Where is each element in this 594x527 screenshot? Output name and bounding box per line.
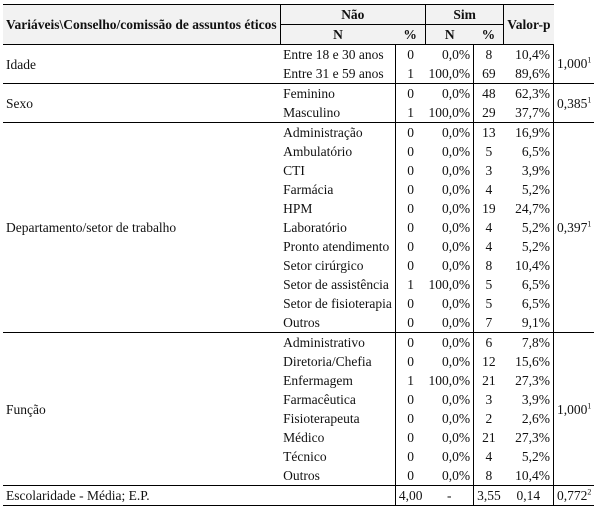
summary-sim-se: 0,14 xyxy=(504,486,554,506)
sim-n-value: 48 xyxy=(474,84,504,104)
sim-pct-value: 5,2% xyxy=(521,239,550,254)
category-label: Setor cirúrgico xyxy=(283,258,364,273)
sim-n-value: 6 xyxy=(474,333,504,353)
category-label: Administração xyxy=(283,125,363,140)
sim-n-value: 4 xyxy=(474,237,504,256)
pvalue-column-header: Valor-p xyxy=(504,5,554,45)
nao-pct-value: 0,0% xyxy=(441,182,471,197)
nao-n-value: 0 xyxy=(395,45,425,65)
sim-n-value: 7 xyxy=(474,313,504,333)
sim-n-value: 4 xyxy=(474,447,504,466)
table-row xyxy=(3,84,594,104)
sim-pct-value: 7,8% xyxy=(521,335,550,350)
pvalue-cell xyxy=(554,123,594,333)
sim-n-value: 69 xyxy=(474,64,504,84)
sim-pct-value: 16,9% xyxy=(515,125,550,140)
sim-pct-value: 3,9% xyxy=(521,163,550,178)
category-label: Setor de fisioterapia xyxy=(283,296,392,311)
nao-pct-value: 100,0% xyxy=(425,103,473,123)
nao-pct-value: 0,0% xyxy=(441,392,471,407)
sim-pct-value: 2,6% xyxy=(521,411,550,426)
sim-n-value: 8 xyxy=(474,45,504,65)
pvalue-footnote-mark: 1 xyxy=(587,95,592,104)
sim-n-value: 4 xyxy=(474,218,504,237)
nao-pct-value: 0,0% xyxy=(441,296,471,311)
nao-n-value: 0 xyxy=(395,142,425,161)
category-label: Entre 18 e 30 anos xyxy=(283,47,384,62)
nao-n-value: 0 xyxy=(395,294,425,313)
category-label: Enfermagem xyxy=(283,373,353,388)
nao-n-value: 0 xyxy=(395,428,425,447)
nao-n-value: 1 xyxy=(395,103,425,123)
nao-n-value: 0 xyxy=(395,84,425,104)
summary-pvalue: 0,772 xyxy=(557,488,588,503)
sim-n-value: 21 xyxy=(474,428,504,447)
nao-pct-value: 0,0% xyxy=(441,125,471,140)
category-label: Masculino xyxy=(280,103,395,123)
category-label: Outros xyxy=(280,313,395,333)
nao-pct-value: 0,0% xyxy=(425,313,473,333)
sim-pct-value: 10,4% xyxy=(515,258,550,273)
sim-n-value: 13 xyxy=(474,123,504,143)
summary-nao-se: - xyxy=(425,486,473,506)
pvalue-cell xyxy=(554,333,594,486)
sim-pct-value: 6,5% xyxy=(521,144,550,159)
table-row xyxy=(3,123,594,143)
nao-n-value: 0 xyxy=(395,161,425,180)
sim-pct-value: 24,7% xyxy=(515,201,550,216)
nao-n-value: 1 xyxy=(395,275,425,294)
nao-n-value: 0 xyxy=(395,390,425,409)
sim-pct-value: 3,9% xyxy=(521,392,550,407)
nao-pct-value: 0,0% xyxy=(441,144,471,159)
category-label: Setor de assistência xyxy=(283,277,389,292)
variable-column-header: Variáveis\Conselho/comissão de assuntos éticos xyxy=(3,5,280,45)
nao-pct-value: 0,0% xyxy=(425,466,473,486)
sim-n-value: 4 xyxy=(474,180,504,199)
nao-n-value: 0 xyxy=(395,256,425,275)
pvalue-value: 1,000 xyxy=(557,401,588,417)
category-label: HPM xyxy=(283,201,313,216)
sim-n-value: 3 xyxy=(474,390,504,409)
category-label: Médico xyxy=(283,430,325,445)
nao-n-header: N xyxy=(280,25,395,45)
summary-sim-mean: 3,55 xyxy=(474,486,504,506)
sim-pct-value: 9,1% xyxy=(504,313,554,333)
category-label: CTI xyxy=(283,163,305,178)
group-label: Função xyxy=(3,333,280,486)
sim-n-value: 12 xyxy=(474,352,504,371)
nao-pct-value: 0,0% xyxy=(441,449,471,464)
summary-label: Escolaridade - Média; E.P. xyxy=(3,486,395,506)
category-label: Fisioterapeuta xyxy=(283,411,360,426)
sim-n-value: 3 xyxy=(474,161,504,180)
summary-pvalue-footnote-mark: 2 xyxy=(587,487,592,497)
sim-n-header: N xyxy=(425,25,473,45)
nao-pct-value: 100,0% xyxy=(425,64,473,84)
nao-pct-value: 0,0% xyxy=(441,411,471,426)
sim-n-value: 5 xyxy=(474,142,504,161)
sim-n-value: 5 xyxy=(474,275,504,294)
table-row xyxy=(3,333,594,353)
sim-n-value: 19 xyxy=(474,199,504,218)
nao-n-value: 0 xyxy=(395,237,425,256)
category-label: Pronto atendimento xyxy=(283,239,390,254)
sim-pct-value: 15,6% xyxy=(515,354,550,369)
table-body xyxy=(3,45,594,506)
category-label: Entre 31 e 59 anos xyxy=(280,64,395,84)
sim-pct-value: 6,5% xyxy=(521,277,550,292)
sim-pct-value: 10,4% xyxy=(515,47,550,62)
nao-pct-value: 100,0% xyxy=(428,277,471,292)
pvalue-value: 0,385 xyxy=(557,95,588,111)
sim-pct-value: 27,3% xyxy=(515,373,550,388)
category-label: Diretoria/Chefia xyxy=(283,354,372,369)
sim-column-header: Sim xyxy=(425,5,503,25)
nao-n-value: 0 xyxy=(395,352,425,371)
pvalue-value: 1,000 xyxy=(557,56,588,72)
sim-pct-value: 5,2% xyxy=(521,220,550,235)
category-label: Outros xyxy=(280,466,395,486)
nao-column-header: Não xyxy=(280,5,425,25)
sim-n-value: 29 xyxy=(474,103,504,123)
sim-n-value: 8 xyxy=(474,256,504,275)
group-label: Idade xyxy=(3,45,280,84)
sim-pct-value: 10,4% xyxy=(504,466,554,486)
nao-n-value: 0 xyxy=(395,409,425,428)
pvalue-cell xyxy=(554,45,594,84)
summary-nao-mean: 4,00 xyxy=(395,486,425,506)
sim-n-value: 21 xyxy=(474,371,504,390)
nao-n-value: 0 xyxy=(395,313,425,333)
category-label: Administrativo xyxy=(283,335,365,350)
nao-n-value: 0 xyxy=(395,333,425,353)
sim-n-value: 2 xyxy=(474,409,504,428)
nao-pct-value: 0,0% xyxy=(441,86,471,101)
pvalue-footnote-mark: 1 xyxy=(587,219,592,229)
nao-n-value: 0 xyxy=(395,447,425,466)
category-label: Farmacêutica xyxy=(283,392,356,407)
category-label: Farmácia xyxy=(283,182,334,197)
category-label: Feminino xyxy=(283,86,335,101)
summary-pvalue-cell xyxy=(554,486,594,506)
sim-pct-value: 37,7% xyxy=(504,103,554,123)
category-label: Laboratório xyxy=(283,220,347,235)
sim-pct-value: 27,3% xyxy=(515,430,550,445)
pvalue-footnote-mark: 1 xyxy=(587,55,592,65)
sim-pct-value: 62,3% xyxy=(515,86,550,101)
nao-pct-value: 0,0% xyxy=(441,354,471,369)
group-label: Sexo xyxy=(3,84,280,123)
nao-pct-value: 0,0% xyxy=(441,220,471,235)
nao-pct-value: 100,0% xyxy=(428,373,471,388)
nao-n-value: 0 xyxy=(395,199,425,218)
nao-n-value: 0 xyxy=(395,123,425,143)
pvalue-value: 0,397 xyxy=(557,220,588,235)
pvalue-cell xyxy=(554,84,594,123)
category-label: Ambulatório xyxy=(283,144,353,159)
header-row-1 xyxy=(3,5,594,25)
sim-n-value: 8 xyxy=(474,466,504,486)
sim-pct-header: % xyxy=(474,25,504,45)
summary-row xyxy=(3,486,594,506)
nao-n-value: 0 xyxy=(395,180,425,199)
results-table xyxy=(3,4,594,506)
nao-pct-value: 0,0% xyxy=(441,258,471,273)
nao-n-value: 1 xyxy=(395,371,425,390)
nao-n-value: 1 xyxy=(395,64,425,84)
nao-pct-value: 0,0% xyxy=(441,430,471,445)
nao-pct-value: 0,0% xyxy=(441,335,471,350)
sim-pct-value: 5,2% xyxy=(521,182,550,197)
nao-pct-value: 0,0% xyxy=(441,163,471,178)
category-label: Técnico xyxy=(283,449,327,464)
sim-n-value: 5 xyxy=(474,294,504,313)
sim-pct-value: 89,6% xyxy=(504,64,554,84)
nao-pct-value: 0,0% xyxy=(441,47,471,62)
nao-pct-header: % xyxy=(395,25,425,45)
sim-pct-value: 6,5% xyxy=(521,296,550,311)
nao-pct-value: 0,0% xyxy=(441,201,471,216)
table-row xyxy=(3,45,594,65)
sim-pct-value: 5,2% xyxy=(521,449,550,464)
group-label: Departamento/setor de trabalho xyxy=(3,123,280,333)
pvalue-footnote-mark: 1 xyxy=(587,401,592,410)
nao-n-value: 0 xyxy=(395,218,425,237)
nao-n-value: 0 xyxy=(395,466,425,486)
nao-pct-value: 0,0% xyxy=(441,239,471,254)
